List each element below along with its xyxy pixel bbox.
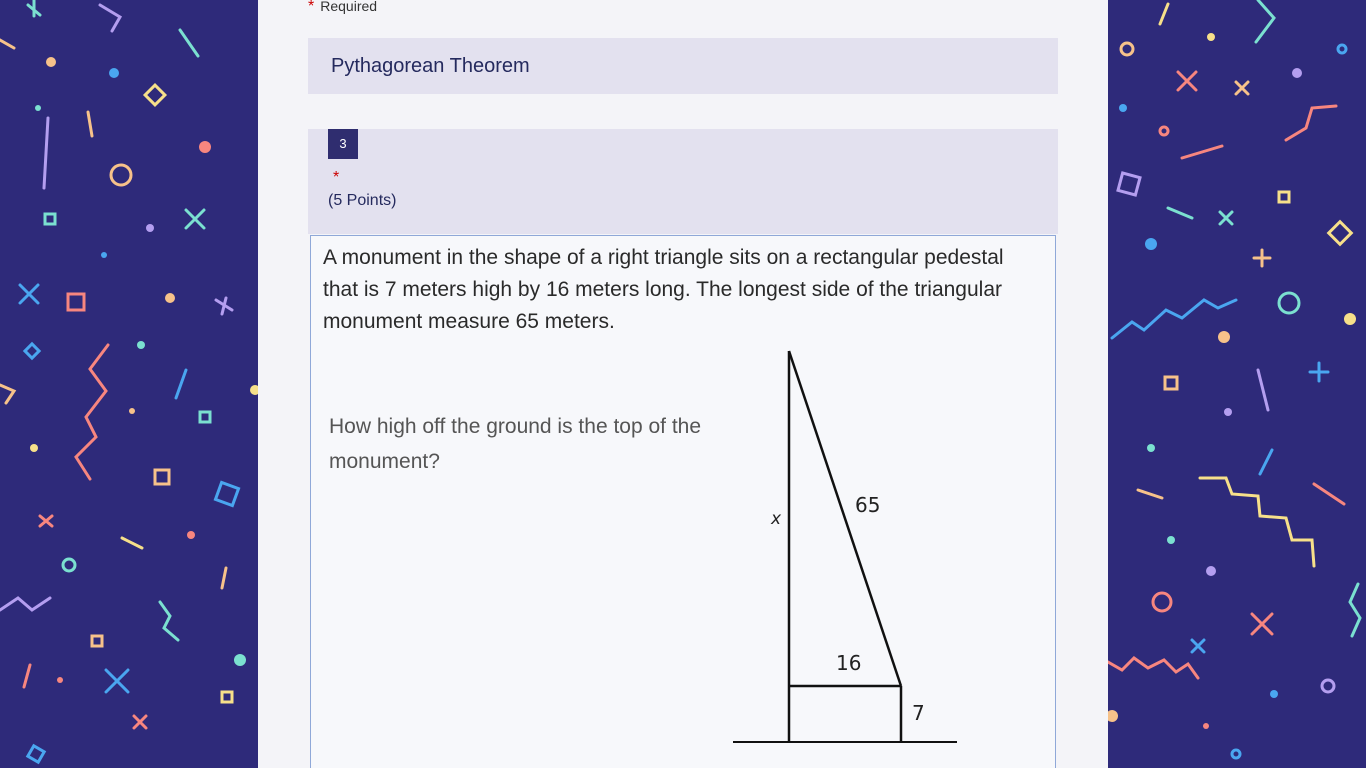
section-header	[308, 38, 1058, 94]
label-x: x	[771, 509, 782, 529]
required-note	[308, 0, 377, 16]
problem-text: A monument in the shape of a right triangle sits on a rectangular pedestal that is 7 meters high by 16 meters long. The longest side of the triangular monument measure 65 meters.	[323, 246, 1004, 333]
question-number-badge: 3	[328, 129, 358, 159]
hypotenuse	[789, 351, 901, 686]
section-title: Pythagorean Theorem	[331, 55, 530, 77]
label-width: 16	[836, 651, 862, 675]
sub-question-text: How high off the ground is the top of the monument?	[329, 415, 702, 473]
question-required-star: *	[333, 169, 340, 186]
triangle-diagram	[311, 236, 1055, 768]
decorative-background-right	[1108, 0, 1366, 768]
form-page	[258, 0, 1108, 768]
question-image	[310, 235, 1056, 768]
label-hypotenuse: 65	[855, 493, 881, 517]
label-height: 7	[912, 701, 925, 725]
decorative-background-left	[0, 0, 258, 768]
question-points: (5 Points)	[328, 192, 397, 209]
required-label: Required	[320, 0, 378, 14]
required-star: *	[308, 0, 315, 15]
question-header	[308, 129, 1058, 234]
